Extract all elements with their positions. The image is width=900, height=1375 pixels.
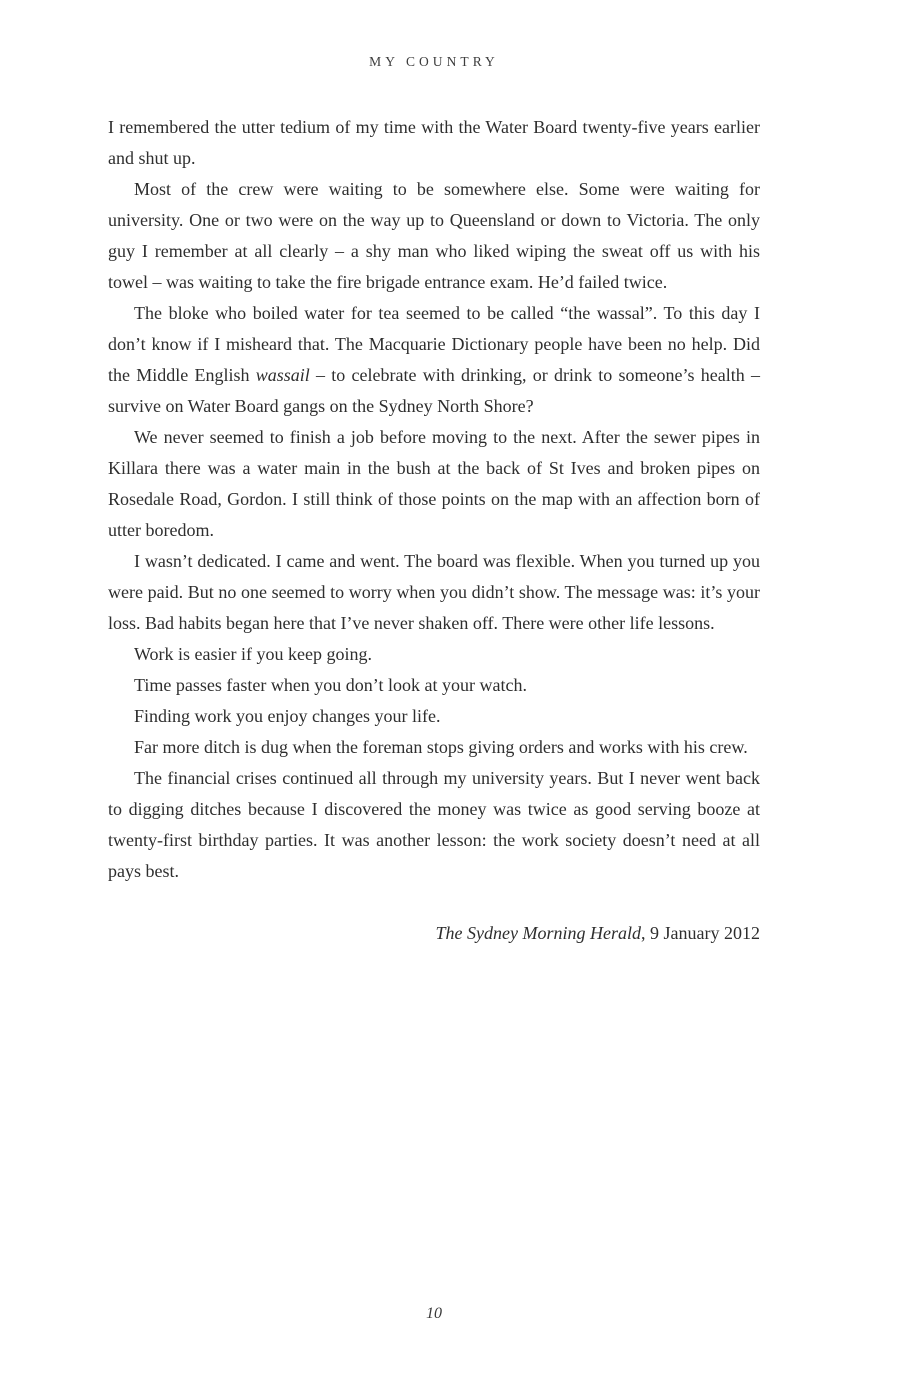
text-segment: Work is easier if you keep going. bbox=[134, 644, 372, 664]
body-paragraph bbox=[108, 670, 760, 701]
body-paragraph bbox=[108, 701, 760, 732]
text-segment: The financial crises continued all through my university years. But I never went back to digging ditches because I discovered the money was twice as good serving booze at twenty-first birthday parties. It was another lesson: the work society doesn’t need at all pays best. bbox=[108, 768, 760, 881]
attribution-date: , 9 January 2012 bbox=[641, 923, 760, 943]
page-number: 10 bbox=[426, 1305, 442, 1322]
body-paragraph bbox=[108, 422, 760, 546]
body-paragraph bbox=[108, 763, 760, 887]
text-segment: Time passes faster when you don’t look at your watch. bbox=[134, 675, 527, 695]
attribution-line bbox=[108, 918, 760, 949]
body-paragraph bbox=[108, 298, 760, 422]
italic-text-segment: wassail bbox=[255, 365, 310, 385]
text-segment: I remembered the utter tedium of my time with the Water Board twenty-five years earlier and shut up. bbox=[108, 117, 760, 168]
attribution-source: The Sydney Morning Herald bbox=[435, 923, 642, 943]
body-text bbox=[108, 112, 760, 949]
text-segment: The bloke who boiled water for tea seemed to be called “the wassal”. To this day I don’t know if I misheard that. The Macquarie Dictionary people have been no help. Did the Middle English bbox=[108, 303, 760, 385]
text-segment: Finding work you enjoy changes your life. bbox=[134, 706, 441, 726]
text-segment: Most of the crew were waiting to be somewhere else. Some were waiting for university. One or two were on the way up to Queensland or down to Victoria. The only guy I remember at all clearly – a shy man who liked wiping the sweat off us with his towel – was waiting to take the fire brigade entrance exam. He’d failed twice. bbox=[108, 179, 760, 292]
body-paragraph bbox=[108, 112, 760, 174]
running-header: MY COUNTRY bbox=[369, 54, 499, 69]
body-paragraph bbox=[108, 732, 760, 763]
text-segment: We never seemed to finish a job before moving to the next. After the sewer pipes in Killara there was a water main in the bush at the back of St Ives and broken pipes on Rosedale Road, Gordon. I still think of those points on the map with an affection born of utter boredom. bbox=[108, 427, 760, 540]
text-segment: – to celebrate with drinking, or drink to someone’s health – survive on Water Board gangs on the Sydney North Shore? bbox=[108, 365, 760, 416]
text-segment: Far more ditch is dug when the foreman stops giving orders and works with his crew. bbox=[134, 737, 748, 757]
body-paragraph bbox=[108, 174, 760, 298]
text-segment: I wasn’t dedicated. I came and went. The board was flexible. When you turned up you were paid. But no one seemed to worry when you didn’t show. The message was: it’s your loss. Bad habits began here that I’ve never shaken off. There were other life lessons. bbox=[108, 551, 760, 633]
body-paragraph bbox=[108, 639, 760, 670]
body-paragraph bbox=[108, 546, 760, 639]
